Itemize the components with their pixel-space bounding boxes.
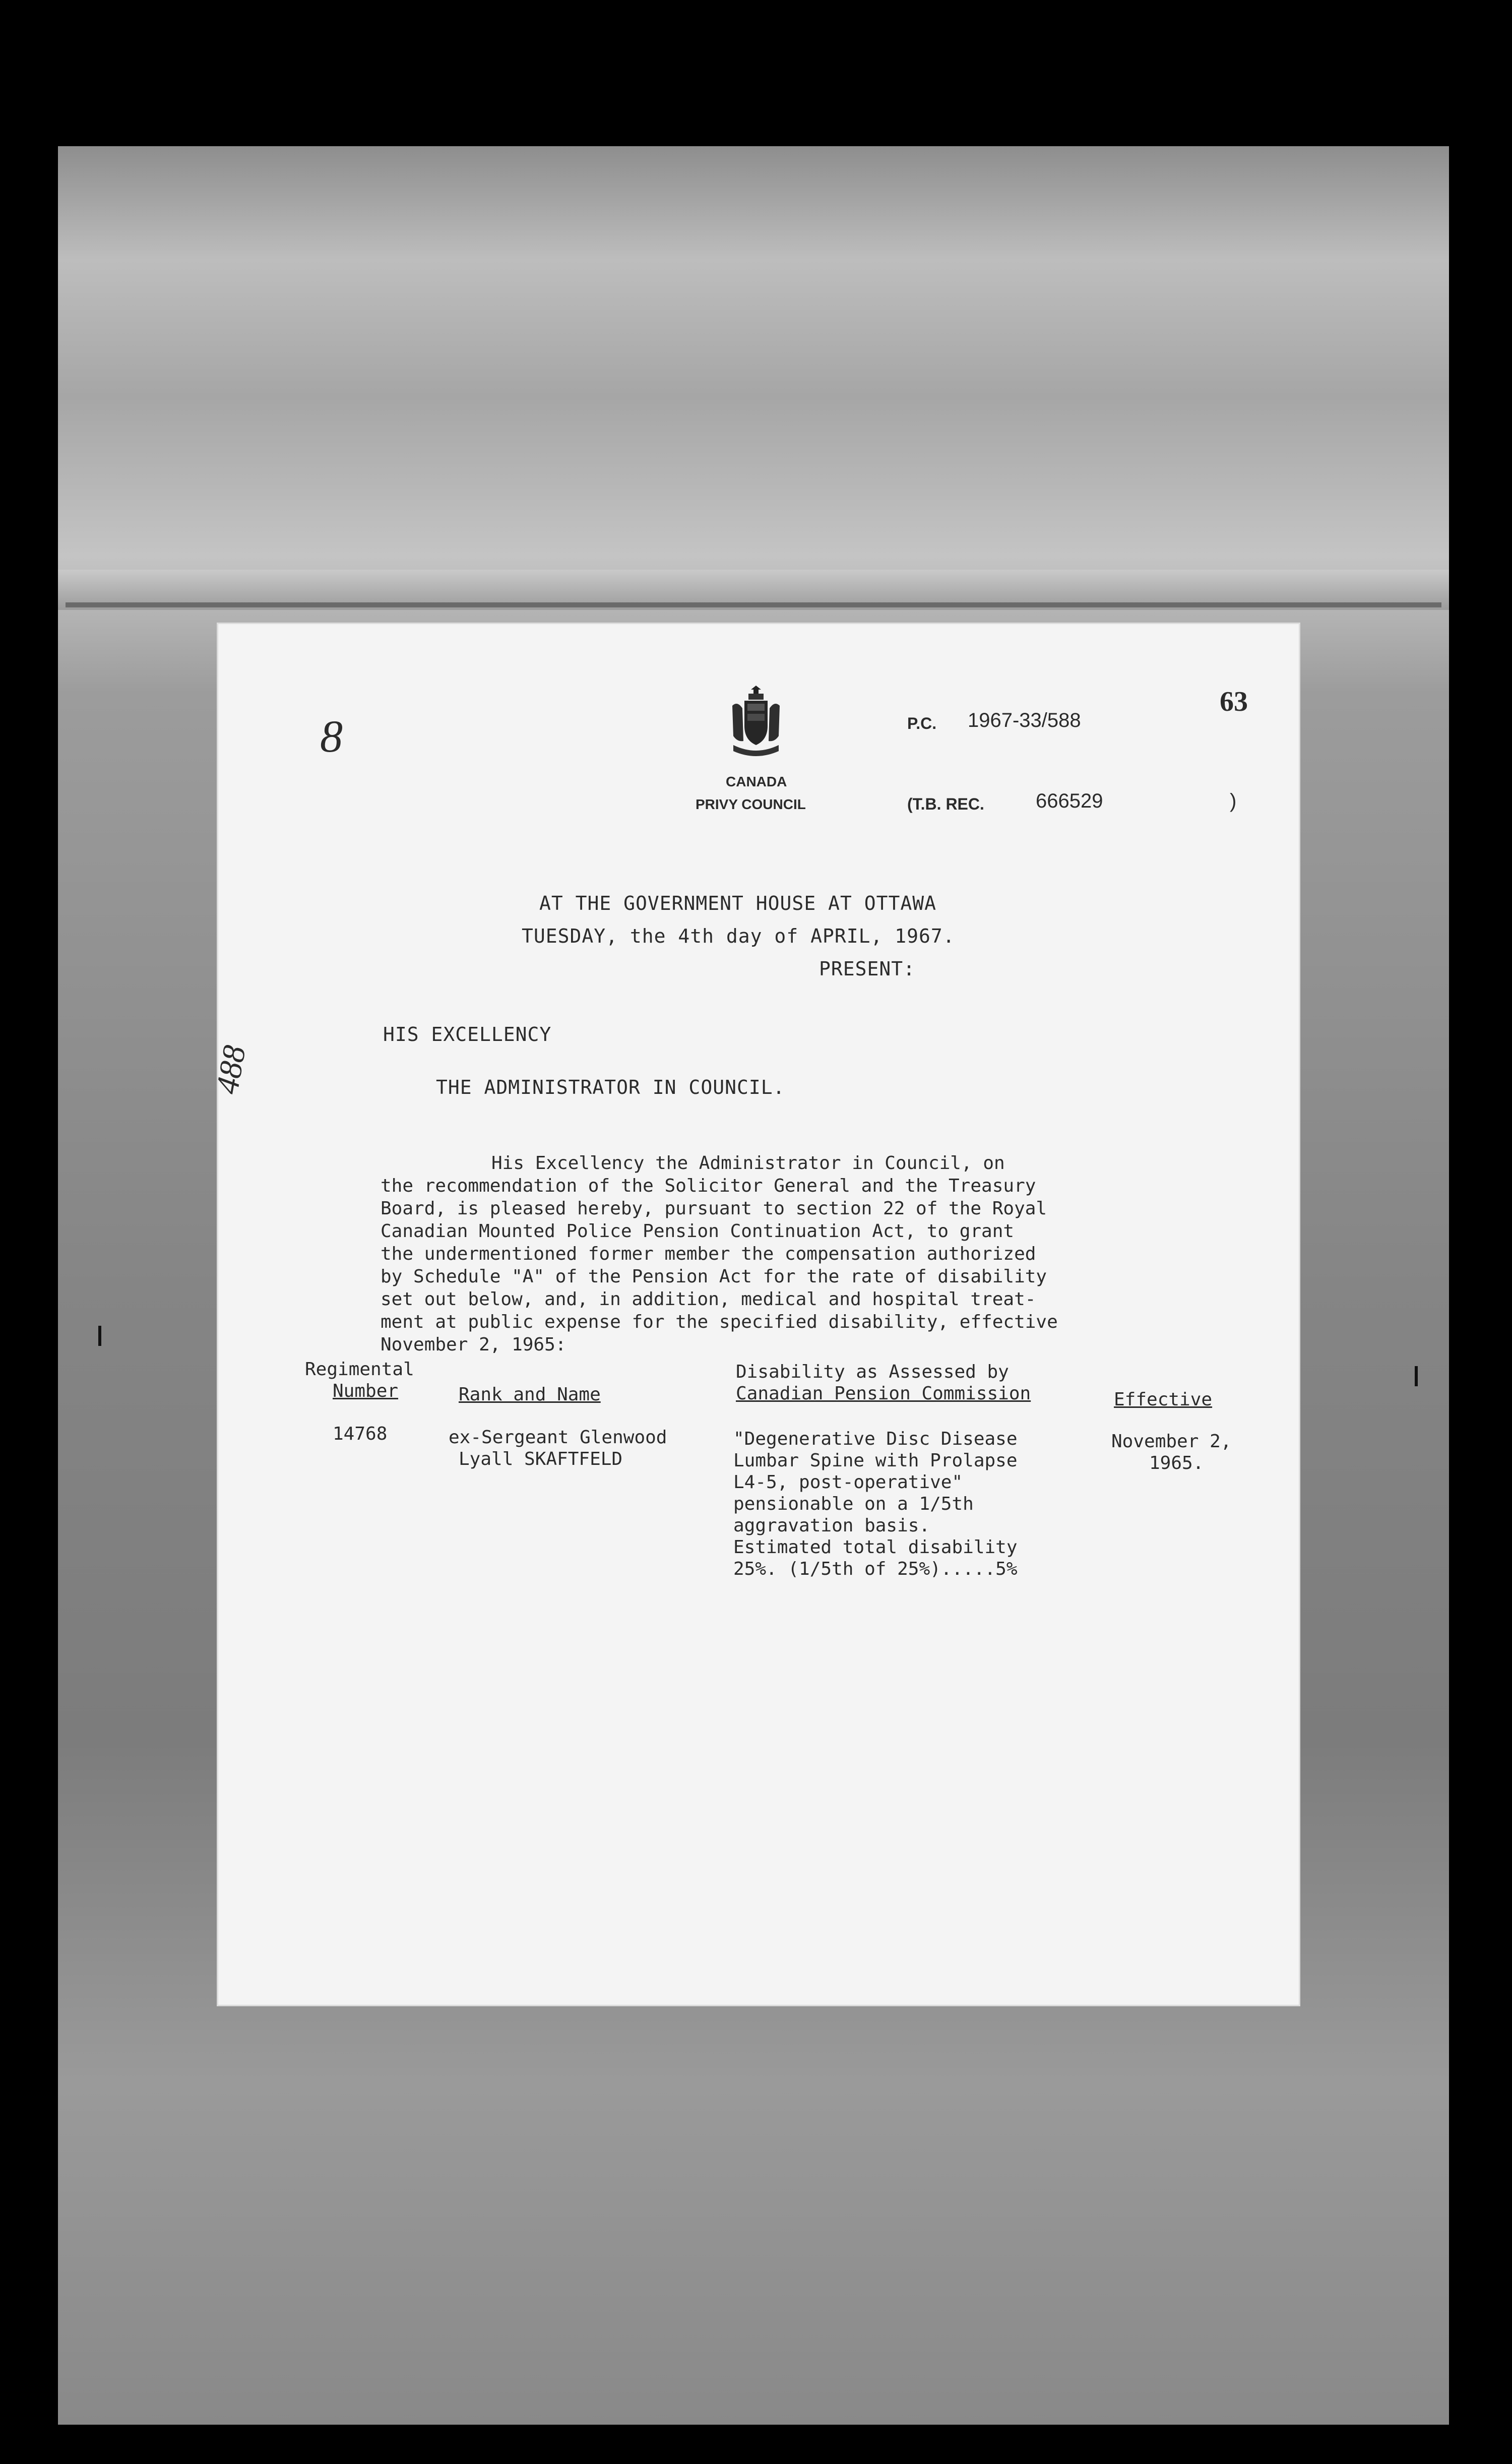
header-regimental-line1: Regimental [305, 1359, 414, 1380]
present-label: PRESENT: [819, 958, 916, 980]
coat-of-arms-icon [728, 686, 784, 761]
cell-disability-line7: 25%. (1/5th of 25%).....5% [733, 1559, 1018, 1579]
emblem-caption-country: CANADA [726, 774, 787, 789]
cell-disability-line1: "Degenerative Disc Disease [733, 1429, 1018, 1449]
handwritten-top-note: 8 [320, 712, 343, 762]
body-line-1: His Excellency the Administrator in Council, on [491, 1153, 1005, 1174]
pc-number: 1967-33/588 [968, 709, 1081, 731]
header-effective: Effective [1114, 1389, 1213, 1410]
header-regimental-line2: Number [333, 1381, 399, 1401]
emblem-caption-council: PRIVY COUNCIL [696, 796, 806, 812]
cell-effective-line2: 1965. [1149, 1453, 1204, 1473]
date-line: TUESDAY, the 4th day of APRIL, 1967. [522, 925, 955, 947]
header-disability-line1: Disability as Assessed by [736, 1362, 1009, 1382]
cell-disability-line5: aggravation basis. [733, 1515, 930, 1536]
cell-rank-line1: ex-Sergeant Glenwood [449, 1427, 667, 1448]
cell-disability-line6: Estimated total disability [733, 1537, 1018, 1558]
header-rank-name: Rank and Name [459, 1384, 601, 1405]
body-line-3: Board, is pleased hereby, pursuant to section 22 of the Royal [381, 1198, 1047, 1219]
cell-disability-line4: pensionable on a 1/5th [733, 1494, 974, 1514]
cell-regimental-number: 14768 [333, 1424, 388, 1444]
page-number: 63 [1220, 686, 1248, 717]
header-disability-line2: Canadian Pension Commission [736, 1383, 1031, 1404]
body-line-7: set out below, and, in addition, medical and hospital treat- [381, 1289, 1036, 1310]
body-line-2: the recommendation of the Solicitor General and the Treasury [381, 1176, 1036, 1196]
authority-line-1: HIS EXCELLENCY [383, 1023, 552, 1045]
body-line-5: the undermentioned former member the compensation authorized [381, 1244, 1036, 1264]
cell-disability-line2: Lumbar Spine with Prolapse [733, 1450, 1018, 1471]
right-edge-mark [1415, 1366, 1418, 1386]
body-line-6: by Schedule "A" of the Pension Act for the rate of disability [381, 1266, 1047, 1287]
tb-number: 666529 [1036, 790, 1103, 812]
cell-rank-line2: Lyall SKAFTFELD [459, 1449, 623, 1469]
handwritten-margin-note: 488 [209, 1042, 253, 1097]
left-edge-mark [98, 1326, 101, 1346]
pc-label: P.C. [907, 714, 937, 732]
authority-line-2: THE ADMINISTRATOR IN COUNCIL. [436, 1076, 785, 1098]
cell-disability-line3: L4-5, post-operative" [733, 1472, 963, 1493]
tb-label: (T.B. REC. [907, 795, 984, 813]
body-line-8: ment at public expense for the specified disability, effective [381, 1312, 1058, 1332]
order-in-council-sheet [209, 623, 1300, 2006]
tb-close-paren: ) [1230, 790, 1237, 812]
backing-fold-line [66, 602, 1441, 607]
body-line-4: Canadian Mounted Police Pension Continuation Act, to grant [381, 1221, 1015, 1242]
venue-line: AT THE GOVERNMENT HOUSE AT OTTAWA [539, 892, 936, 914]
body-line-9: November 2, 1965: [381, 1334, 566, 1355]
cell-effective-line1: November 2, [1111, 1431, 1232, 1452]
